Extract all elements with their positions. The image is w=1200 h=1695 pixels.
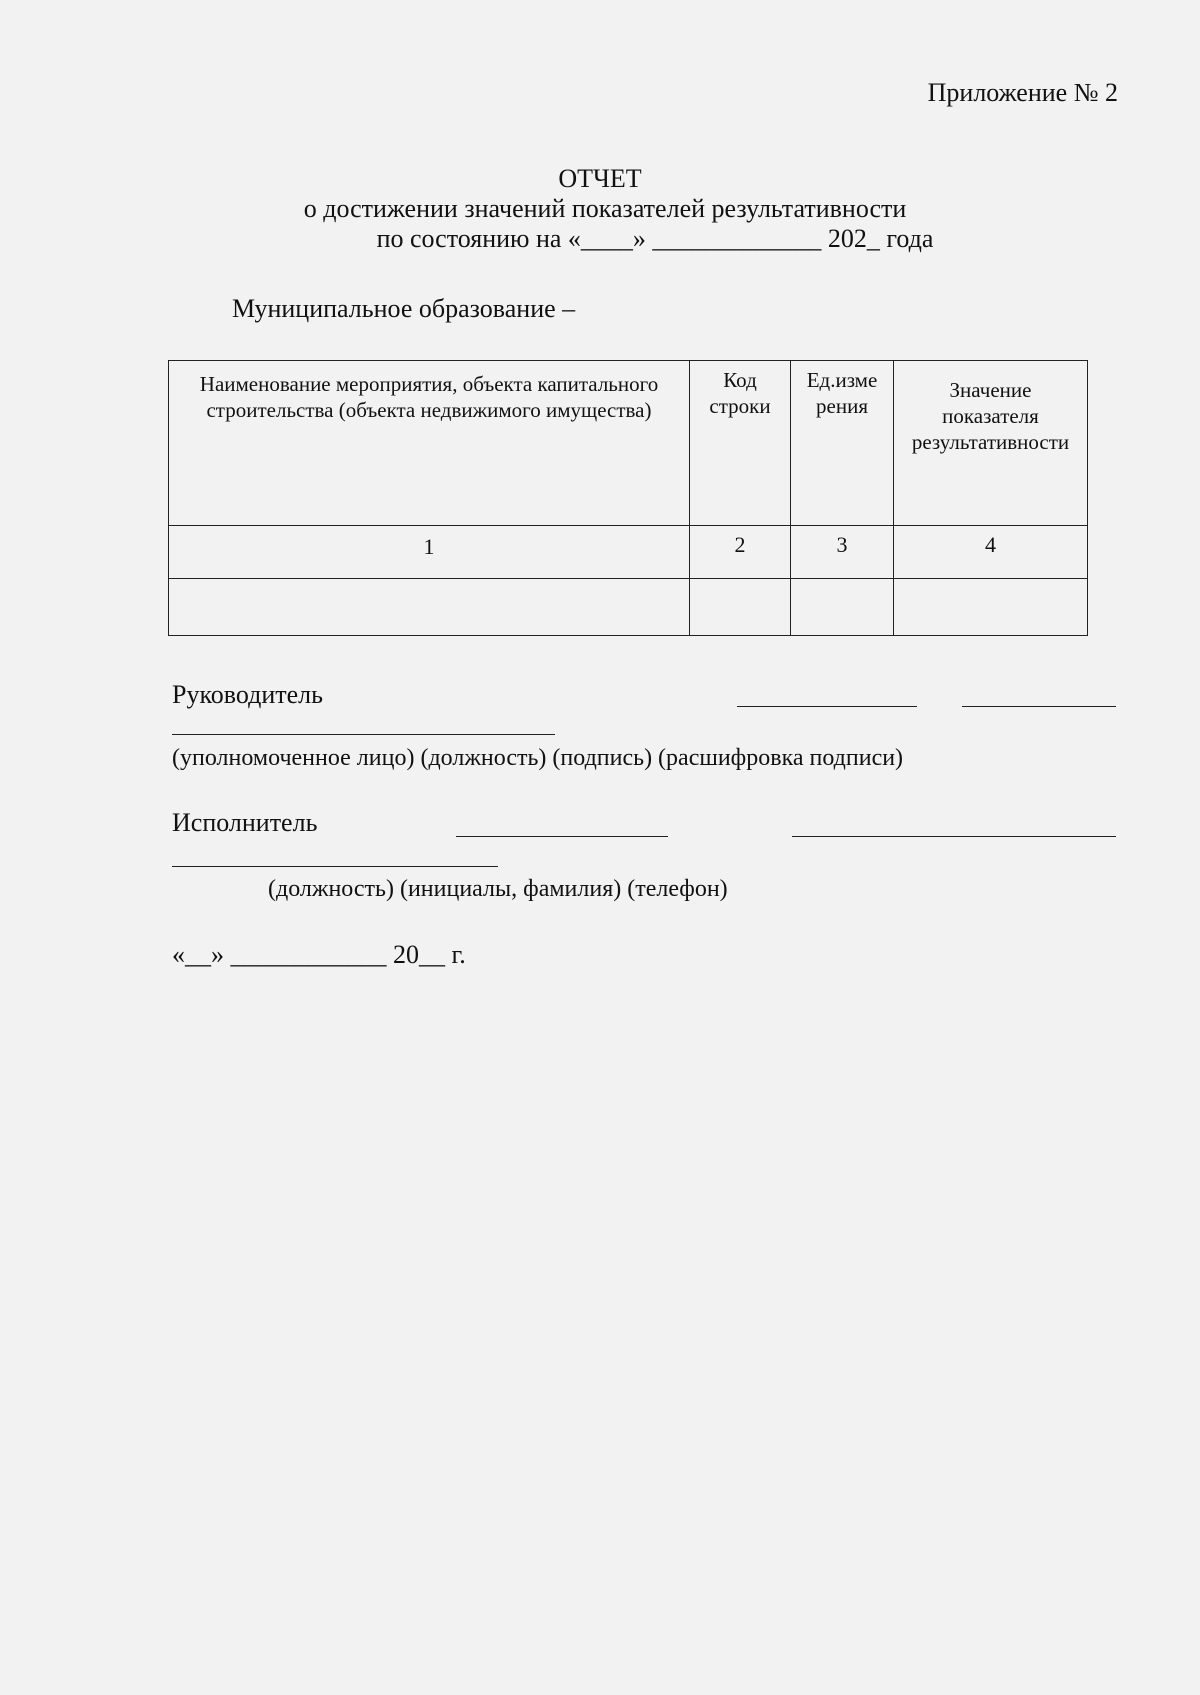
- empty-cell[interactable]: [169, 579, 690, 636]
- column-number-4: 4: [894, 526, 1088, 579]
- date-line: «__» ____________ 20__ г.: [172, 940, 466, 969]
- title-line-3: по состоянию на «____» _____________ 202_ года: [376, 224, 934, 253]
- column-number-2: 2: [690, 526, 791, 579]
- phone-line[interactable]: [792, 836, 1116, 837]
- table-header-row: [169, 361, 1088, 526]
- executor-caption: (должность) (инициалы, фамилия) (телефон): [268, 876, 728, 902]
- initials-line[interactable]: [456, 836, 668, 837]
- empty-cell[interactable]: [894, 579, 1088, 636]
- municipality-label: Муниципальное образование –: [232, 294, 576, 323]
- appendix-label: Приложение № 2: [927, 78, 1118, 107]
- signature-decoding-line[interactable]: [962, 706, 1116, 707]
- executor-label: Исполнитель: [172, 808, 318, 837]
- table-row: [169, 579, 1088, 636]
- column-number-1: 1: [169, 526, 690, 579]
- report-table: [168, 360, 1088, 636]
- header-cell-unit: Ед.изме рения: [791, 361, 894, 526]
- executor-position-line[interactable]: [172, 866, 498, 867]
- position-line[interactable]: [172, 734, 555, 735]
- header-cell-code: Код строки: [690, 361, 791, 526]
- head-label: Руководитель: [172, 680, 323, 709]
- header-cell-value: Значение показателя результативности: [894, 361, 1088, 526]
- report-title: [0, 164, 1200, 254]
- empty-cell[interactable]: [791, 579, 894, 636]
- table-number-row: [169, 526, 1088, 579]
- title-line-2: о достижении значений показателей результативности: [303, 194, 907, 223]
- column-number-3: 3: [791, 526, 894, 579]
- header-cell-name: Наименование мероприятия, объекта капитального строительства (объекта недвижимого имущества): [169, 361, 690, 526]
- signature-line[interactable]: [737, 706, 917, 707]
- title-line-1: ОТЧЕТ: [558, 164, 642, 193]
- empty-cell[interactable]: [690, 579, 791, 636]
- head-caption: (уполномоченное лицо) (должность) (подпись) (расшифровка подписи): [172, 745, 904, 771]
